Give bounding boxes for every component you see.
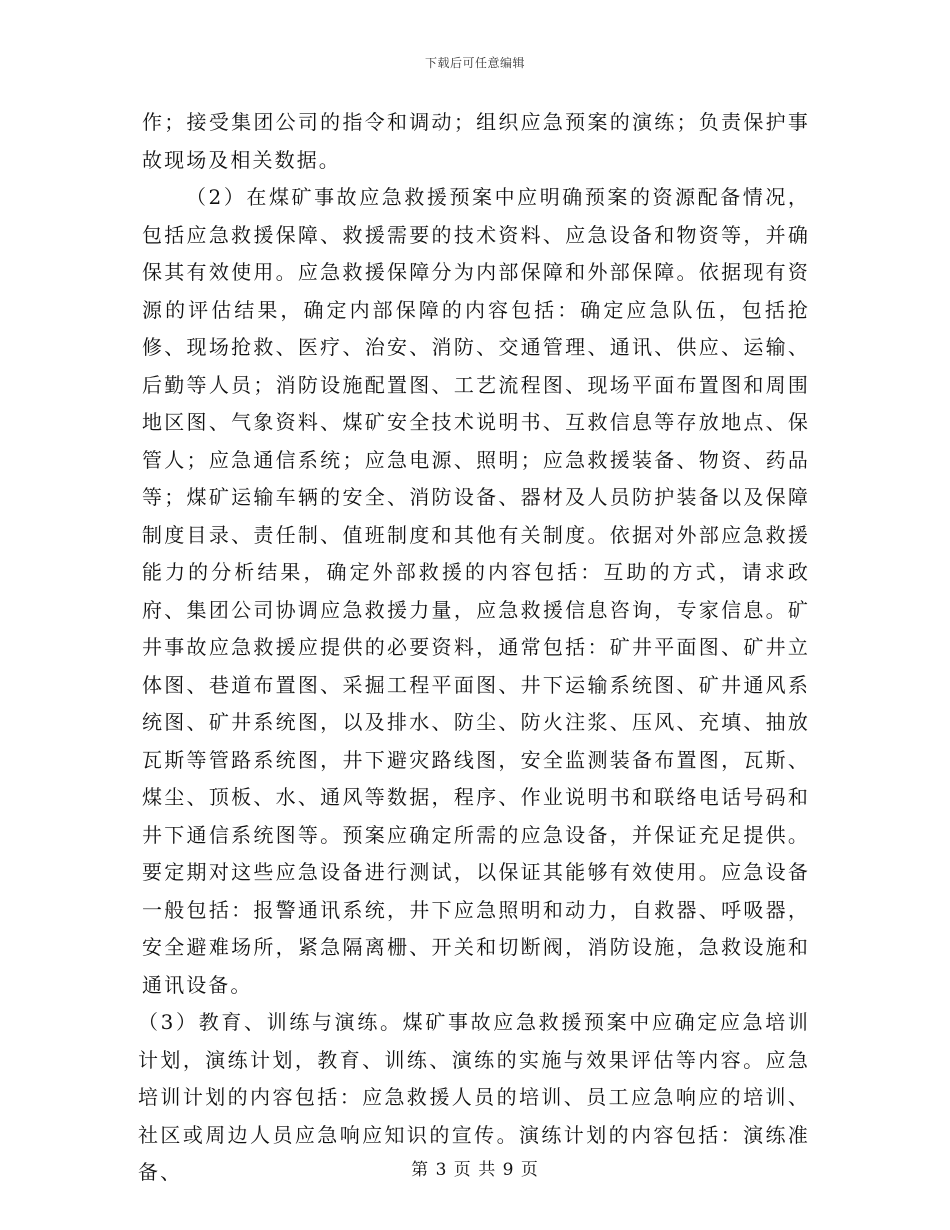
page-header: 下载后可任意编辑 (424, 56, 525, 70)
page-number: 第 3 页 共 9 页 (411, 1160, 539, 1180)
paragraph-continuation: 作；接受集团公司的指令和调动；组织应急预案的演练；负责保护事故现场及相关数据。 (142, 110, 810, 172)
document-body (138, 104, 810, 1192)
paragraph-education-training: （3）教育、训练与演练。煤矿事故应急救援预案中应确定应急培训计划，演练计划，教育、训练、演练的实施与效果评估等内容。应急培训计划的内容包括：应急救援人员的培训、员工应急响应的培训、社区或周边人员应急响应知识的宣传。演练计划的内容包括：演练准备、 (138, 1010, 810, 1184)
paragraph-resource-allocation: （2）在煤矿事故应急救援预案中应明确预案的资源配备情况，包括应急救援保障、救援需要的技术资料、应急设备和物资等，并确保其有效使用。应急救援保障分为内部保障和外部保障。依据现有资源的评估结果，确定内部保障的内容包括：确定应急队伍，包括抢修、现场抢救、医疗、治安、消防、交通管理、通讯、供应、运输、后勤等人员；消防设施配置图、工艺流程图、现场平面布置图和周围地区图、气象资料、煤矿安全技术说明书、互救信息等存放地点、保管人；应急通信系统；应急电源、照明；应急救援装备、物资、药品等；煤矿运输车辆的安全、消防设备、器材及人员防护装备以及保障制度目录、责任制、值班制度和其他有关制度。依据对外部应急救援能力的分析结果，确定外部救援的内容包括：互助的方式，请求政府、集团公司协调应急救援力量，应急救援信息咨询，专家信息。矿井事故应急救援应提供的必要资料，通常包括：矿井平面图、矿井立体图、巷道布置图、采掘工程平面图、井下运输系统图、矿井通风系统图、矿井系统图，以及排水、防尘、防火注浆、压风、充填、抽放瓦斯等管路系统图，井下避灾路线图，安全监测装备布置图，瓦斯、煤尘、顶板、水、通风等数据，程序、作业说明书和联络电话号码和井下通信系统图等。预案应确定所需的应急设备，并保证充足提供。要定期对这些应急设备进行测试，以保证其能够有效使用。应急设备一般包括：报警通讯系统，井下应急照明和动力，自救器、呼吸器，安全避难场所，紧急隔离栅、开关和切断阀，消防设施，急救设施和通讯设备。 (142, 185, 810, 997)
